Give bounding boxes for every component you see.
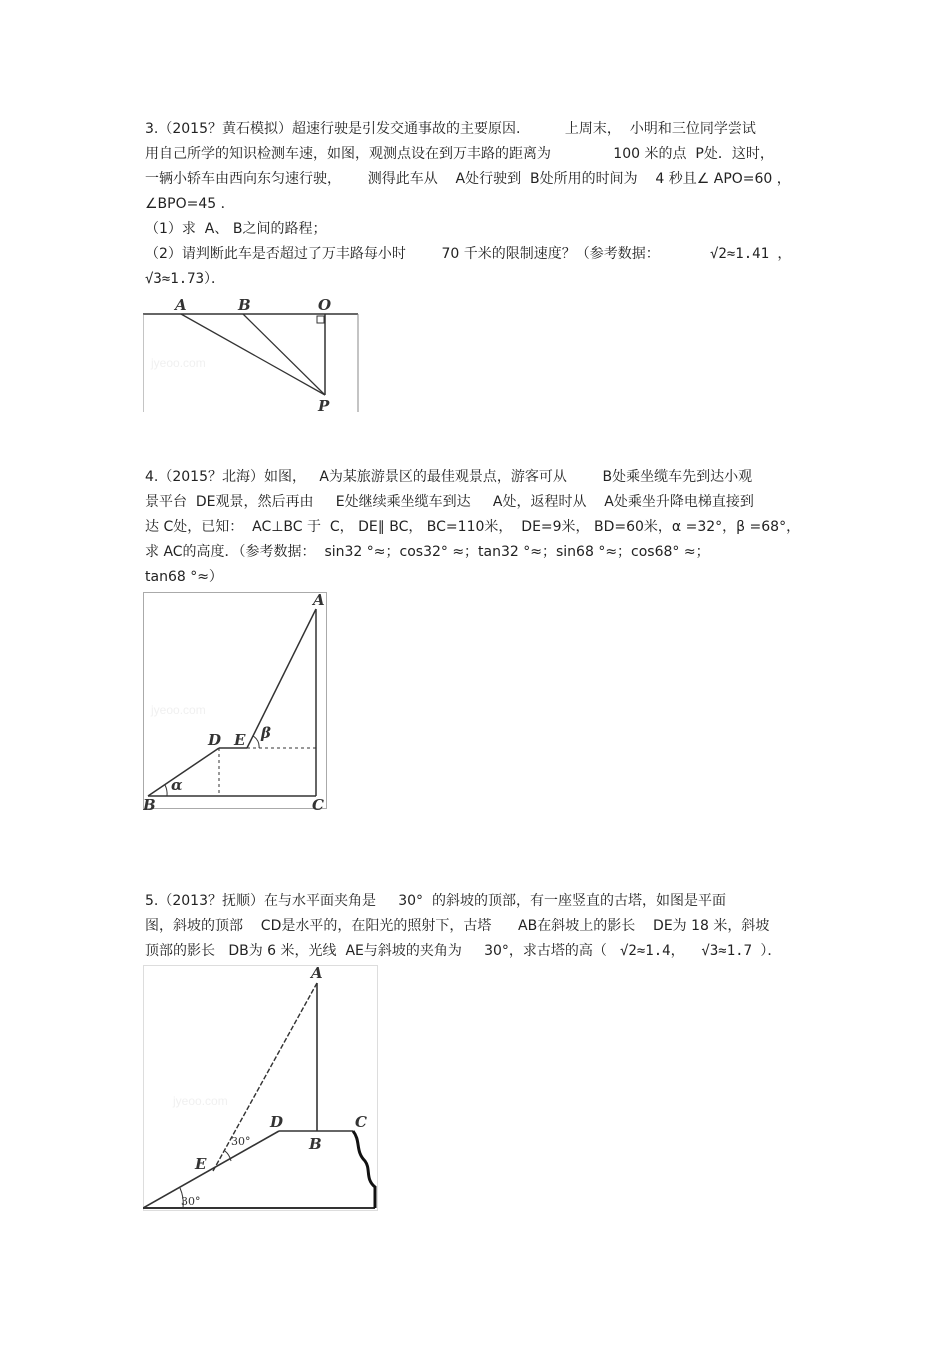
label-a: A xyxy=(313,592,325,609)
p3-line-3: 一辆小轿车由西向东匀速行驶， 测得此车从 A处行驶到 B处所用的时间为 4 秒且∠ APO=60 ， xyxy=(145,171,791,187)
watermark: jyeoo.com xyxy=(151,703,206,717)
label-angle-ground: 30° xyxy=(181,1195,201,1208)
p3-line-4: ∠BPO=45 ． xyxy=(145,196,235,212)
label-b: B xyxy=(143,796,156,812)
p4-figure xyxy=(143,592,333,812)
label-alpha: α xyxy=(171,776,183,794)
label-beta: β xyxy=(261,724,271,742)
p5-line-3: 顶部的影长 DB为 6 米，光线 AE与斜坡的夹角为 30°，求古塔的高（ xyxy=(145,943,607,959)
label-angle-e: 30° xyxy=(231,1135,251,1148)
label-o: O xyxy=(318,297,332,314)
beta-arc xyxy=(253,736,259,748)
label-c: C xyxy=(312,796,324,812)
right-angle-mark xyxy=(317,316,324,323)
segment-bd xyxy=(148,748,219,796)
p3-line-7: √3≈1.73）． xyxy=(145,271,226,287)
label-b: B xyxy=(309,1135,322,1153)
watermark: jyeoo.com xyxy=(173,1094,228,1108)
label-e: E xyxy=(195,1155,207,1173)
p4-line-3: 达 C处，已知： AC⊥BC 于 C， DE∥ BC， BC=110米， DE=9米， BD=60米，α =32°，β =68°， xyxy=(145,519,801,535)
p3-line-6: （2）请判断此车是否超过了万丰路每小时 70 千米的限制速度？（参考数据： xyxy=(145,246,660,262)
watermark: jyeoo.com xyxy=(151,356,206,370)
label-c: C xyxy=(355,1113,367,1131)
p4-line-4: 求 AC的高度．（参考数据： sin32 °≈；cos32° ≈；tan32 °≈；sin68 °≈；cos68° ≈； xyxy=(145,544,710,560)
cliff-edge xyxy=(353,1131,375,1208)
p3-figure xyxy=(143,297,363,415)
label-a: A xyxy=(311,965,323,982)
p5-line-2: 图，斜坡的顶部 CD是水平的，在阳光的照射下，古塔 AB在斜坡上的影长 DE为 18 米，斜坡 xyxy=(145,918,770,934)
light-ray-ae xyxy=(213,983,317,1171)
segment-ap xyxy=(181,314,325,395)
label-p: P xyxy=(318,397,330,415)
p3-line-1: 3.（2015？黄石模拟）超速行驶是引发交通事故的主要原因. 上周末， 小明和三位同学尝试 xyxy=(145,121,756,137)
label-d: D xyxy=(270,1113,284,1131)
p3-line-2: 用自己所学的知识检测车速，如图，观测点设在到万丰路的距离为 100 米的点 P处．这时， xyxy=(145,146,774,162)
label-a: A xyxy=(175,297,187,314)
segment-ea xyxy=(247,609,316,748)
label-b: B xyxy=(238,297,251,314)
p4-line-5: tan68 °≈） xyxy=(145,569,223,585)
p4-line-2: 景平台 DE观景，然后再由 E处继续乘坐缆车到达 A处，返程时从 A处乘坐升降电梯直接到 xyxy=(145,494,754,510)
label-e: E xyxy=(234,731,246,749)
p5-line-1: 5.（2013？抚顺）在与水平面夹角是 30° 的斜坡的顶部，有一座竖直的古塔，如图是平面 xyxy=(145,893,726,909)
p5-figure xyxy=(143,965,383,1215)
label-d: D xyxy=(208,731,222,749)
alpha-arc xyxy=(165,785,167,796)
segment-bp xyxy=(243,314,325,395)
p3-ref-sqrt2: √2≈1.41 ， xyxy=(710,246,792,262)
p3-line-5: （1）求 A、 B之间的路程； xyxy=(145,221,327,237)
slope-line xyxy=(143,1131,279,1208)
p4-line-1: 4.（2015？北海）如图， A为某旅游景区的最佳观景点，游客可从 B处乘坐缆车先到达小观 xyxy=(145,469,753,485)
p5-ref: √2≈1.4， √3≈1.7 ）． xyxy=(620,943,782,959)
